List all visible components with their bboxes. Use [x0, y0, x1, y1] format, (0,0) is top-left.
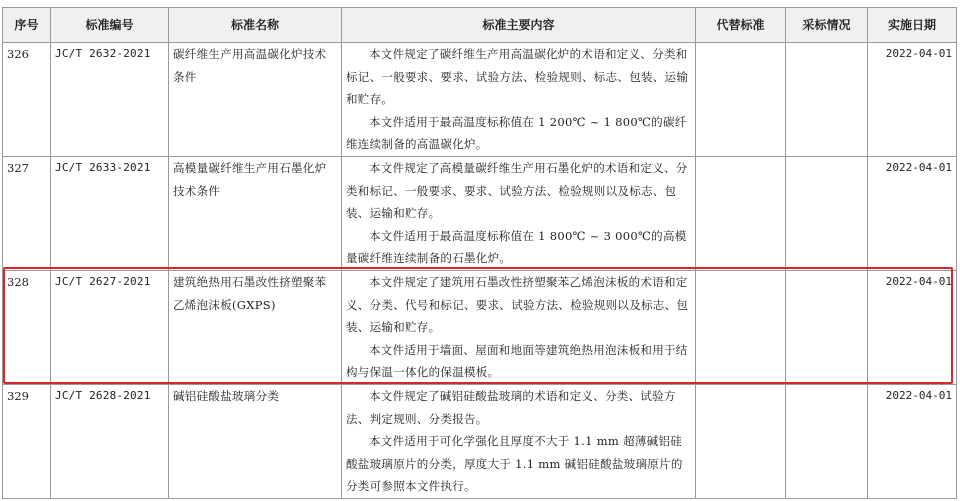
content-paragraph: 本文件适用于墙面、屋面和地面等建筑绝热用泡沫板和用于结构与保温一体化的保温模板。: [346, 342, 688, 379]
cell-adopt: [786, 271, 868, 385]
cell-code: JC/T 2627-2021: [51, 271, 169, 385]
header-name: 标准名称: [169, 8, 342, 43]
content-paragraph: 本文件规定了高模量碳纤维生产用石墨化炉的术语和定义、分类和标记、一般要求、要求、试验方法、检验规则以及标志、包装、运输和贮存。: [346, 161, 688, 220]
cell-adopt: [786, 385, 868, 499]
cell-no: 326: [3, 43, 51, 157]
table-row-highlighted: [3, 271, 957, 385]
cell-content: [342, 43, 696, 157]
cell-content: [342, 271, 696, 385]
cell-content: [342, 385, 696, 499]
cell-date: 2022-04-01: [868, 157, 957, 271]
cell-name: 碱铝硅酸盐玻璃分类: [169, 385, 342, 499]
content-paragraph: 本文件适用于可化学强化且厚度不大于 1.1 mm 超薄碱铝硅酸盐玻璃原片的分类，厚度大于 1.1 mm 碱铝硅酸盐玻璃原片的分类可参照本文件执行。: [346, 434, 683, 493]
cell-no: 328: [3, 271, 51, 385]
header-content: 标准主要内容: [342, 8, 696, 43]
cell-replace: [696, 271, 786, 385]
cell-no: 327: [3, 157, 51, 271]
cell-adopt: [786, 43, 868, 157]
content-paragraph: 本文件规定了建筑用石墨改性挤塑聚苯乙烯泡沫板的术语和定义、分类、代号和标记、要求、试验方法、检验规则以及标志、包装、运输和贮存。: [346, 275, 689, 334]
header-no: 序号: [3, 8, 51, 43]
cell-content: [342, 157, 696, 271]
content-paragraph: 本文件规定了碳纤维生产用高温碳化炉的术语和定义、分类和标记、一般要求、要求、试验方法、检验规则、标志、包装、运输和贮存。: [346, 47, 689, 106]
cell-replace: [696, 385, 786, 499]
cell-name: 碳纤维生产用高温碳化炉技术条件: [169, 43, 342, 157]
cell-replace: [696, 43, 786, 157]
header-row: [3, 8, 957, 43]
cell-date: 2022-04-01: [868, 43, 957, 157]
header-replace: 代替标准: [696, 8, 786, 43]
cell-name: 建筑绝热用石墨改性挤塑聚苯乙烯泡沫板(GXPS): [169, 271, 342, 385]
cell-code: JC/T 2632-2021: [51, 43, 169, 157]
cell-no: 329: [3, 385, 51, 499]
cell-date: 2022-04-01: [868, 271, 957, 385]
standards-table: [2, 7, 957, 499]
cell-adopt: [786, 157, 868, 271]
cell-code: JC/T 2633-2021: [51, 157, 169, 271]
cell-code: JC/T 2628-2021: [51, 385, 169, 499]
cell-replace: [696, 157, 786, 271]
table-row: [3, 157, 957, 271]
content-paragraph: 本文件规定了碱铝硅酸盐玻璃的术语和定义、分类、试验方法、判定规则、分类报告。: [346, 389, 676, 426]
content-paragraph: 本文件适用于最高温度标称值在 1 800℃ ~ 3 000℃的高模量碳纤维连续制备的石墨化炉。: [346, 228, 687, 265]
header-code: 标准编号: [51, 8, 169, 43]
cell-date: 2022-04-01: [868, 385, 957, 499]
table-row: [3, 385, 957, 499]
table-row: [3, 43, 957, 157]
header-adopt: 采标情况: [786, 8, 868, 43]
content-paragraph: 本文件适用于最高温度标称值在 1 200℃ ~ 1 800℃的碳纤维连续制备的高温碳化炉。: [346, 114, 687, 151]
header-date: 实施日期: [868, 8, 957, 43]
cell-name: 高模量碳纤维生产用石墨化炉技术条件: [169, 157, 342, 271]
